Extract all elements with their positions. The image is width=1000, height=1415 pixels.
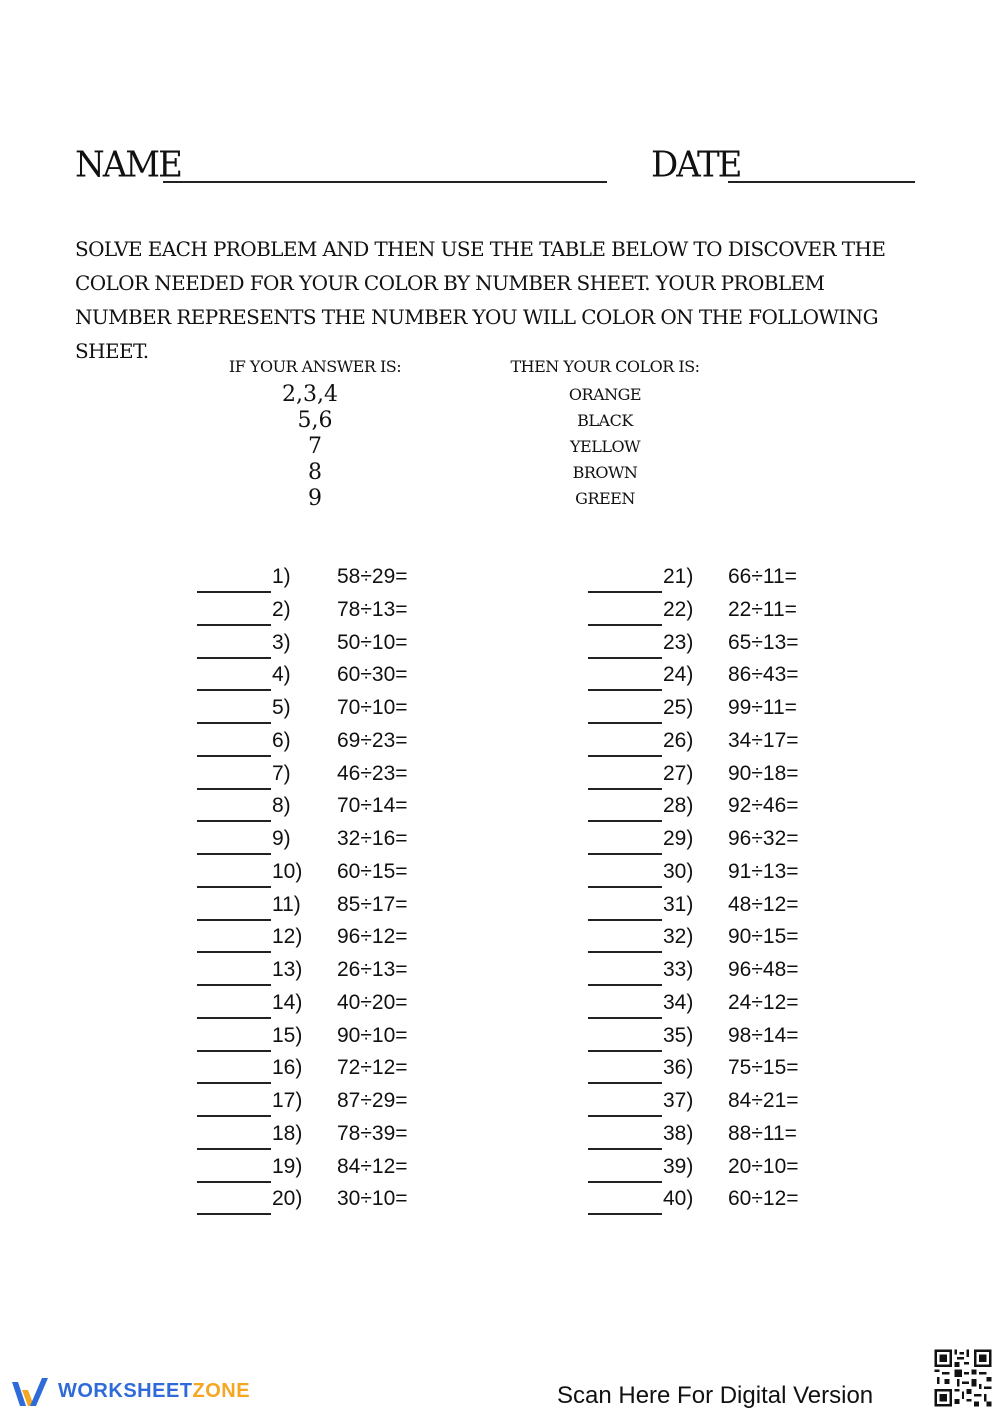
problem-number: 9) [272, 827, 291, 850]
problem-number: 17) [272, 1089, 303, 1112]
problem-row [588, 595, 848, 628]
problem-row [197, 693, 457, 726]
answer-blank[interactable] [588, 1181, 662, 1183]
division-expression: 84÷12= [337, 1154, 408, 1178]
problem-row [197, 660, 457, 693]
problem-row [197, 955, 457, 988]
key-answer: 5,6 [297, 408, 333, 433]
division-expression: 96÷12= [337, 925, 408, 949]
problem-row [197, 562, 457, 595]
problem-number: 33) [663, 958, 694, 981]
answer-blank[interactable] [588, 657, 662, 659]
division-expression: 90÷18= [728, 761, 799, 785]
division-expression: 48÷12= [728, 892, 799, 916]
worksheetzone-logo-icon [10, 1376, 50, 1410]
answer-blank[interactable] [197, 984, 271, 986]
brand-name [58, 1380, 250, 1403]
problem-row [588, 1184, 848, 1217]
answer-blank[interactable] [197, 820, 271, 822]
problem-number: 1) [272, 565, 291, 588]
key-answer: 7 [308, 434, 322, 459]
problem-row [197, 1086, 457, 1119]
color-key-column [505, 352, 705, 512]
problem-row [588, 726, 848, 759]
key-color: YELLOW [569, 437, 641, 456]
key-color: BROWN [572, 463, 638, 482]
problem-row [588, 1119, 848, 1152]
answer-blank[interactable] [197, 1181, 271, 1183]
division-expression: 46÷23= [337, 761, 408, 785]
key-answer: 9 [308, 486, 322, 511]
instructions-text: SOLVE EACH PROBLEM AND THEN USE THE TABLE BELOW TO DISCOVER THE COLOR NEEDED FOR YOUR COLOR BY NUMBER SHEET. YOUR PROBLEM NUMBER REPRESENTS THE NUMBER YOU WILL COLOR ON THE FOLLOWING SHEET. [75, 237, 886, 363]
answer-blank[interactable] [197, 755, 271, 757]
problem-row [197, 824, 457, 857]
answer-blank[interactable] [588, 984, 662, 986]
problem-number: 27) [663, 761, 694, 785]
division-expression: 20÷10= [728, 1154, 799, 1178]
answer-blank[interactable] [197, 591, 271, 593]
answer-blank[interactable] [197, 1017, 271, 1019]
answer-blank[interactable] [197, 788, 271, 790]
answer-key-column [225, 352, 405, 512]
problems-left-column [197, 562, 457, 1217]
problem-row [197, 1053, 457, 1086]
division-expression: 91÷13= [728, 859, 799, 883]
qr-code-icon[interactable] [932, 1347, 994, 1409]
problem-row [588, 693, 848, 726]
problem-row [588, 857, 848, 890]
answer-blank[interactable] [588, 1213, 662, 1215]
footer [0, 1340, 1000, 1415]
problem-row [588, 791, 848, 824]
division-expression: 78÷39= [337, 1121, 408, 1145]
problem-number: 8) [272, 794, 291, 818]
answer-blank[interactable] [588, 1082, 662, 1084]
key-color: ORANGE [568, 385, 642, 404]
answer-blank[interactable] [588, 624, 662, 626]
answer-blank[interactable] [197, 951, 271, 953]
key-answer: 2,3,4 [282, 382, 338, 407]
answer-blank[interactable] [197, 722, 271, 724]
problem-row [588, 660, 848, 693]
answer-blank[interactable] [588, 1148, 662, 1150]
brand-part-worksheet: WORKSHEET [58, 1380, 193, 1402]
problem-number: 6) [272, 728, 291, 752]
division-expression: 78÷13= [337, 597, 408, 621]
division-expression: 98÷14= [728, 1023, 799, 1047]
problem-row [588, 759, 848, 792]
division-expression: 34÷17= [728, 728, 799, 752]
problem-row [588, 562, 848, 595]
division-expression: 70÷10= [337, 696, 408, 719]
division-expression: 24÷12= [728, 990, 799, 1014]
division-expression: 96÷48= [728, 958, 799, 981]
problem-number: 30) [663, 859, 694, 883]
division-expression: 88÷11= [728, 1121, 797, 1145]
problem-number: 4) [272, 663, 291, 687]
problem-number: 16) [272, 1056, 303, 1080]
problem-row [197, 1119, 457, 1152]
problem-row [197, 857, 457, 890]
answer-blank[interactable] [588, 722, 662, 724]
answer-blank[interactable] [588, 1050, 662, 1052]
problem-row [197, 628, 457, 661]
problem-number: 40) [663, 1187, 694, 1211]
answer-blank[interactable] [588, 951, 662, 953]
problem-number: 23) [663, 630, 694, 654]
answer-blank[interactable] [197, 1213, 271, 1215]
division-expression: 60÷12= [728, 1187, 799, 1211]
division-expression: 65÷13= [728, 630, 799, 654]
problem-number: 11) [272, 892, 301, 916]
problem-row [197, 1184, 457, 1217]
problem-number: 28) [663, 794, 694, 818]
answer-blank[interactable] [588, 755, 662, 757]
problem-number: 22) [663, 597, 694, 621]
problem-row [197, 726, 457, 759]
problem-row [588, 1053, 848, 1086]
division-expression: 50÷10= [337, 630, 408, 654]
answer-blank[interactable] [588, 886, 662, 888]
problem-number: 7) [272, 761, 291, 785]
division-expression: 60÷30= [337, 663, 408, 687]
date-label: DATE [651, 144, 741, 186]
answer-blank[interactable] [197, 1050, 271, 1052]
division-expression: 90÷10= [337, 1023, 408, 1047]
brand-part-zone: ZONE [192, 1380, 251, 1402]
problem-number: 21) [663, 565, 694, 588]
problem-number: 38) [663, 1121, 694, 1145]
problem-number: 10) [272, 859, 303, 883]
key-color: BLACK [577, 411, 633, 430]
problem-number: 29) [663, 827, 694, 850]
answer-blank[interactable] [197, 657, 271, 659]
problem-number: 36) [663, 1056, 694, 1080]
key-answer: 8 [308, 460, 322, 485]
division-expression: 58÷29= [337, 565, 408, 588]
problem-number: 12) [272, 925, 303, 949]
answer-blank[interactable] [197, 919, 271, 921]
problem-number: 3) [272, 630, 291, 654]
division-expression: 92÷46= [728, 794, 799, 818]
problem-number: 15) [272, 1023, 303, 1047]
problem-row [588, 955, 848, 988]
problem-row [197, 1152, 457, 1185]
problem-number: 35) [663, 1023, 694, 1047]
problem-row [197, 791, 457, 824]
division-expression: 90÷15= [728, 925, 799, 949]
problem-row [588, 890, 848, 923]
problem-number: 14) [272, 990, 303, 1014]
name-label: NAME [75, 144, 181, 186]
answer-blank[interactable] [588, 1115, 662, 1117]
problem-row [588, 1021, 848, 1054]
problem-number: 24) [663, 663, 694, 687]
division-expression: 72÷12= [337, 1056, 408, 1080]
problem-row [588, 628, 848, 661]
division-expression: 32÷16= [337, 827, 408, 850]
problem-row [197, 1021, 457, 1054]
division-expression: 69÷23= [337, 728, 408, 752]
answer-blank[interactable] [588, 591, 662, 593]
answer-blank[interactable] [588, 820, 662, 822]
answer-blank[interactable] [197, 853, 271, 855]
problem-number: 13) [272, 958, 303, 981]
answer-blank[interactable] [588, 853, 662, 855]
problem-number: 26) [663, 728, 694, 752]
division-expression: 30÷10= [337, 1187, 408, 1211]
problem-row [197, 759, 457, 792]
division-expression: 87÷29= [337, 1089, 408, 1112]
answer-blank[interactable] [197, 886, 271, 888]
division-expression: 84÷21= [728, 1089, 799, 1112]
problem-row [588, 922, 848, 955]
problem-number: 20) [272, 1187, 303, 1211]
key-color: GREEN [575, 489, 635, 508]
problem-number: 39) [663, 1154, 694, 1178]
problem-number: 19) [272, 1154, 303, 1178]
problem-number: 18) [272, 1121, 303, 1145]
name-date-header [75, 145, 920, 195]
division-expression: 22÷11= [728, 597, 797, 621]
answer-blank[interactable] [588, 689, 662, 691]
problem-number: 31) [663, 892, 694, 916]
division-expression: 60÷15= [337, 859, 408, 883]
answer-blank[interactable] [197, 1115, 271, 1117]
problem-row [197, 890, 457, 923]
division-expression: 70÷14= [337, 794, 408, 818]
problem-number: 32) [663, 925, 694, 949]
problem-row [588, 824, 848, 857]
division-expression: 75÷15= [728, 1056, 799, 1080]
answer-blank[interactable] [197, 1148, 271, 1150]
problem-row [588, 1152, 848, 1185]
name-field[interactable] [163, 181, 607, 183]
division-expression: 99÷11= [728, 696, 797, 719]
division-expression: 86÷43= [728, 663, 799, 687]
scan-digital-version-text: Scan Here For Digital Version [557, 1382, 874, 1409]
problem-number: 5) [272, 696, 291, 719]
division-expression: 26÷13= [337, 958, 408, 981]
answer-blank[interactable] [588, 919, 662, 921]
color-header: THEN YOUR COLOR IS: [510, 357, 700, 376]
problem-row [588, 1086, 848, 1119]
division-expression: 66÷11= [728, 565, 797, 588]
problem-number: 2) [272, 597, 291, 621]
problem-row [588, 988, 848, 1021]
answer-header: IF YOUR ANSWER IS: [228, 357, 402, 376]
problem-number: 34) [663, 990, 694, 1014]
answer-blank[interactable] [588, 788, 662, 790]
problem-row [197, 595, 457, 628]
division-expression: 96÷32= [728, 827, 799, 850]
problems-right-column [588, 562, 848, 1217]
answer-blank[interactable] [197, 624, 271, 626]
division-expression: 85÷17= [337, 892, 408, 916]
division-expression: 40÷20= [337, 990, 408, 1014]
problem-row [197, 988, 457, 1021]
problem-row [197, 922, 457, 955]
answer-blank[interactable] [197, 689, 271, 691]
answer-blank[interactable] [197, 1082, 271, 1084]
problem-number: 25) [663, 696, 694, 719]
problem-number: 37) [663, 1089, 694, 1112]
answer-blank[interactable] [588, 1017, 662, 1019]
date-field[interactable] [728, 181, 915, 183]
